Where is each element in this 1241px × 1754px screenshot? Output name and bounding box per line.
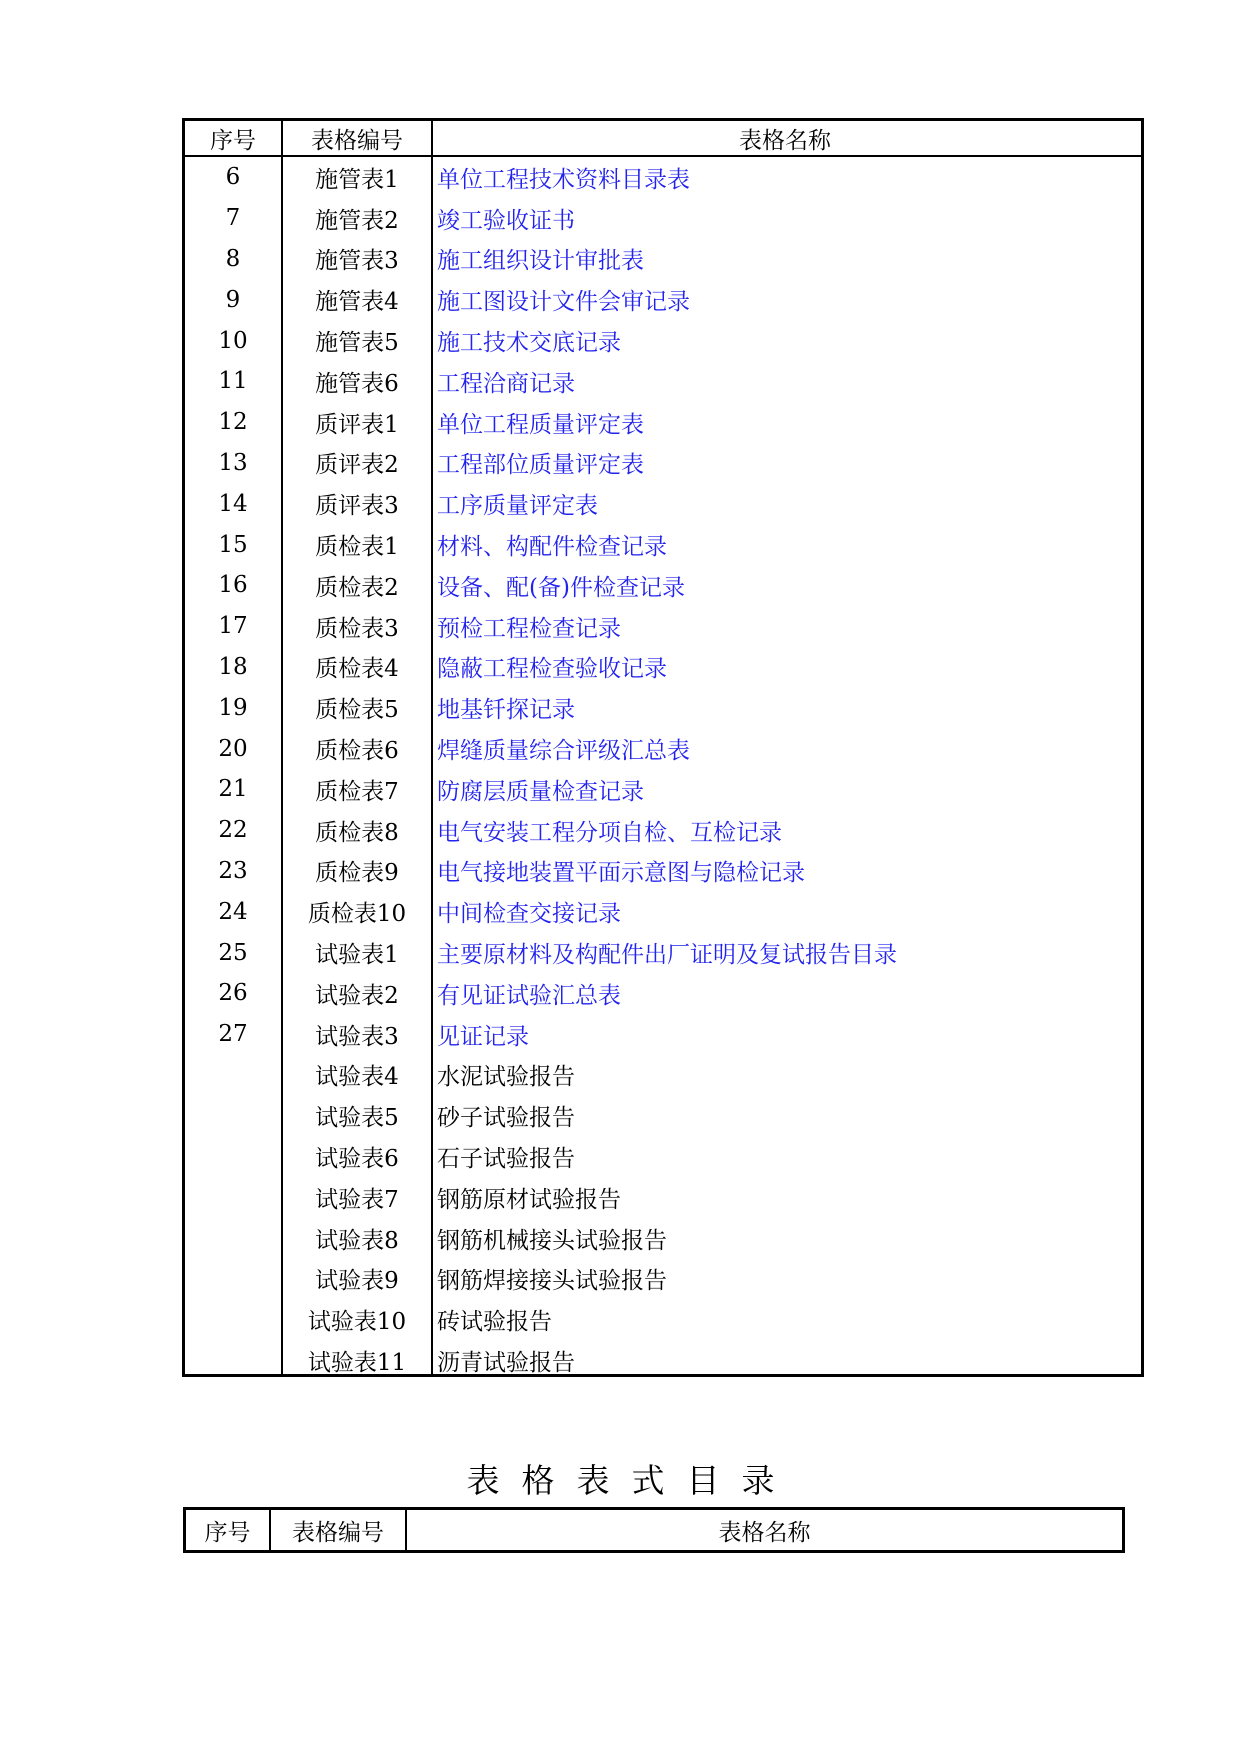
form-link[interactable]: 工序质量评定表 <box>437 493 598 520</box>
row-code: 质评表2 <box>315 452 399 479</box>
table-row <box>185 239 1141 280</box>
form-name: 沥青试验报告 <box>437 1350 575 1376</box>
header-seq: 序号 <box>204 1519 251 1546</box>
table-row <box>185 157 1141 198</box>
row-code: 施管表6 <box>315 370 399 397</box>
row-code: 质检表9 <box>315 860 399 887</box>
row-seq: 15 <box>218 531 248 558</box>
row-seq <box>185 1259 281 1300</box>
table-row <box>185 932 1141 973</box>
form-link[interactable]: 施工组织设计审批表 <box>437 248 644 275</box>
row-seq: 24 <box>218 898 248 925</box>
row-code: 质检表5 <box>315 697 399 724</box>
row-seq: 7 <box>225 205 241 232</box>
form-name: 砖试验报告 <box>437 1309 552 1336</box>
table-row <box>185 687 1141 728</box>
header-code: 表格编号 <box>311 127 403 154</box>
header-seq: 序号 <box>210 127 256 154</box>
row-seq <box>185 1299 281 1340</box>
row-code: 施管表5 <box>315 330 399 357</box>
table-row <box>185 1055 1141 1096</box>
form-link[interactable]: 单位工程质量评定表 <box>437 411 644 438</box>
table-row <box>185 279 1141 320</box>
row-seq <box>185 1177 281 1218</box>
header-name: 表格名称 <box>718 1519 811 1546</box>
table-row <box>185 810 1141 851</box>
row-code: 试验表2 <box>315 982 399 1009</box>
form-link[interactable]: 电气接地装置平面示意图与隐检记录 <box>437 860 805 887</box>
row-code: 试验表7 <box>315 1186 399 1213</box>
header-name: 表格名称 <box>739 127 831 154</box>
form-link[interactable]: 材料、构配件检查记录 <box>437 534 667 561</box>
form-link[interactable]: 见证记录 <box>437 1023 529 1050</box>
row-seq <box>185 1136 281 1177</box>
row-code: 质检表4 <box>315 656 399 683</box>
table-row <box>185 1218 1141 1259</box>
table-row <box>185 402 1141 443</box>
table-row <box>185 1136 1141 1177</box>
form-name: 钢筋焊接接头试验报告 <box>437 1268 667 1295</box>
row-code: 质检表10 <box>307 901 407 928</box>
table-body <box>185 157 1141 1381</box>
row-seq: 27 <box>218 1021 248 1048</box>
table-row <box>185 1014 1141 1055</box>
row-seq: 8 <box>225 245 241 272</box>
table-row <box>185 361 1141 402</box>
row-seq: 19 <box>218 694 248 721</box>
row-code: 试验表1 <box>315 942 399 969</box>
row-code: 质检表8 <box>315 819 399 846</box>
row-seq: 25 <box>218 939 248 966</box>
form-link[interactable]: 施工图设计文件会审记录 <box>437 289 690 316</box>
row-seq: 6 <box>225 164 241 191</box>
table-row <box>185 1340 1141 1381</box>
table-row <box>185 483 1141 524</box>
form-name: 钢筋原材试验报告 <box>437 1186 621 1213</box>
form-link[interactable]: 单位工程技术资料目录表 <box>437 166 690 193</box>
table-row <box>185 1177 1141 1218</box>
row-code: 试验表8 <box>315 1227 399 1254</box>
row-code: 质评表1 <box>315 411 399 438</box>
form-link[interactable]: 预检工程检查记录 <box>437 615 621 642</box>
table-row <box>185 728 1141 769</box>
row-code: 试验表6 <box>315 1146 399 1173</box>
form-link[interactable]: 地基钎探记录 <box>437 697 575 724</box>
form-link[interactable]: 防腐层质量检查记录 <box>437 778 644 805</box>
form-name: 钢筋机械接头试验报告 <box>437 1227 667 1254</box>
row-seq: 10 <box>218 327 248 354</box>
form-name: 石子试验报告 <box>437 1146 575 1173</box>
section-title: 表格表式目录 <box>466 1461 797 1500</box>
row-code: 试验表3 <box>315 1023 399 1050</box>
row-code: 质检表7 <box>315 778 399 805</box>
form-link[interactable]: 电气安装工程分项自检、互检记录 <box>437 819 782 846</box>
row-seq: 23 <box>218 857 248 884</box>
table-row <box>185 851 1141 892</box>
row-code: 试验表9 <box>315 1268 399 1295</box>
table-row <box>185 606 1141 647</box>
form-name: 水泥试验报告 <box>437 1064 575 1091</box>
table-row <box>185 320 1141 361</box>
row-seq: 21 <box>218 776 248 803</box>
row-code: 施管表4 <box>315 289 399 316</box>
table-row <box>185 443 1141 484</box>
form-link[interactable]: 有见证试验汇总表 <box>437 982 621 1009</box>
form-link[interactable]: 焊缝质量综合评级汇总表 <box>437 738 690 765</box>
row-seq: 17 <box>218 613 248 640</box>
row-code: 施管表1 <box>315 166 399 193</box>
forms-catalog-table <box>183 1507 1125 1553</box>
table-row <box>185 565 1141 606</box>
row-seq: 16 <box>218 572 248 599</box>
form-link[interactable]: 竣工验收证书 <box>437 207 575 234</box>
row-code: 质评表3 <box>315 493 399 520</box>
table-row <box>185 198 1141 239</box>
row-code: 试验表10 <box>307 1309 407 1336</box>
row-code: 试验表4 <box>315 1064 399 1091</box>
row-code: 施管表3 <box>315 248 399 275</box>
row-seq <box>185 1340 281 1381</box>
row-seq: 13 <box>218 449 248 476</box>
table-row <box>185 1095 1141 1136</box>
header-code: 表格编号 <box>292 1519 384 1546</box>
forms-index-table <box>182 118 1144 1377</box>
table-row <box>185 1299 1141 1340</box>
table-row <box>185 973 1141 1014</box>
row-seq: 12 <box>218 409 248 436</box>
form-name: 砂子试验报告 <box>437 1105 575 1132</box>
table-header <box>186 1510 1122 1550</box>
row-seq: 18 <box>218 653 248 680</box>
table-header <box>185 121 1141 157</box>
row-code: 质检表6 <box>315 738 399 765</box>
row-code: 试验表11 <box>307 1350 407 1376</box>
row-code: 施管表2 <box>315 207 399 234</box>
form-link[interactable]: 中间检查交接记录 <box>437 901 621 928</box>
row-seq: 22 <box>218 817 248 844</box>
row-seq: 20 <box>218 735 248 762</box>
table-row <box>185 524 1141 565</box>
row-seq: 11 <box>218 368 248 395</box>
row-seq <box>185 1218 281 1259</box>
row-seq <box>185 1095 281 1136</box>
table-row <box>185 647 1141 688</box>
table-row <box>185 1259 1141 1300</box>
row-seq: 26 <box>218 980 248 1007</box>
row-seq <box>185 1055 281 1096</box>
form-link[interactable]: 主要原材料及构配件出厂证明及复试报告目录 <box>437 942 897 969</box>
table-row <box>185 891 1141 932</box>
table-row <box>185 769 1141 810</box>
row-code: 试验表5 <box>315 1105 399 1132</box>
row-code: 质检表1 <box>315 534 399 561</box>
row-code: 质检表2 <box>315 574 399 601</box>
row-code: 质检表3 <box>315 615 399 642</box>
row-seq: 14 <box>218 490 248 517</box>
form-link[interactable]: 施工技术交底记录 <box>437 330 621 357</box>
form-link[interactable]: 工程洽商记录 <box>437 370 575 397</box>
form-link[interactable]: 工程部位质量评定表 <box>437 452 644 479</box>
row-seq: 9 <box>225 286 241 313</box>
form-link[interactable]: 设备、配(备)件检查记录 <box>437 574 685 601</box>
form-link[interactable]: 隐蔽工程检查验收记录 <box>437 656 667 683</box>
